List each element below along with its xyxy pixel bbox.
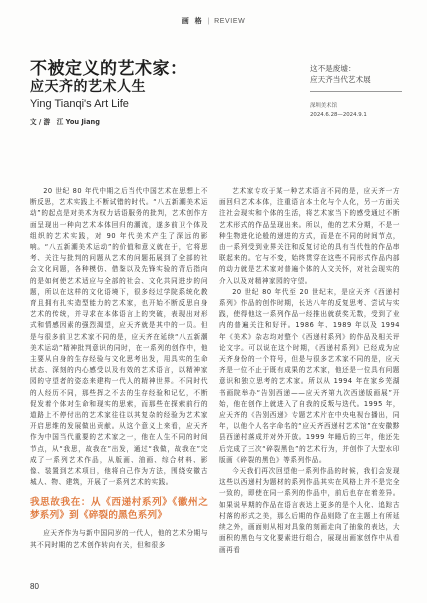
article-byline: 文 / 游 江 You Jiang bbox=[30, 118, 100, 126]
body-column-left bbox=[30, 186, 208, 571]
running-header bbox=[0, 16, 427, 26]
exhibition-venue: 深圳美术馆 bbox=[310, 103, 337, 109]
body-column-right bbox=[219, 186, 400, 571]
exhibition-dates: 2024.6.28—2024.9.1 bbox=[310, 112, 367, 118]
exhibition-divider bbox=[310, 91, 402, 92]
body-paragraph: 20 世纪 80 年代中期之后当代中国艺术在思想上不断反思，艺术实践上不断试错的时代。“八五新潮美术运动”的起点是对美术为权力话语服务的批判，艺术创作方面呈现出一种向艺术本体回归的潮流，遂多前卫个体及组织的艺术实践，对 90 年代美术产生了深远的影响。“八五新潮美术运动”的价值和意义就在于，它将思考、关注与批判的问题从艺术的问题拓展到了全部的社会文化问题，各种模仿、借鉴以及先锋实验的背后指向的是如何使艺术适应与全部的社会、文化共同进步的问题，所以在这样的文化语境下，很多经过学院系统化教育且拥有扎实造型能力的艺术家，也开始不断反思自身艺术的传统，并寻求在本体语言上的突破，表现出对形式和情感因素的强烈渴望，应天齐就是其中的一员。但是与很多前卫艺术家不同的是，应天齐在延续“八五新潮美术运动”精神批判意识的同时，在一系列的创作中，他主要从自身的生存经验与文化思考出发，用具实的生命状态、深刻的内心感受以及有效的艺术语言，以精神家园的守望者的姿态来建构一代人的精神世界。不同时代的人经历不同，那些挥之不去的生存经验和记忆，不断促发着个体对生命和现实的思索，而那些在探索前行的道路上不停付出的艺术家往往以其复杂的经验为艺术家开启思维的发展做出贡献。从这个意义上来看，应天齐作为中国当代重要的艺术家之一，他在人生不同的时间节点，从“我思，故我在”出发，通过“我做，故我在”完成了一系列艺术作品，从版画、油画、综合材料、影像、装置到艺术项目，他将自己作为方法，围绕安徽古城人、物、建筑，开展了一系列艺术的实践。 bbox=[30, 187, 208, 487]
article-title-line-1: 不被定义的艺术家： bbox=[30, 59, 188, 79]
body-paragraph: 20 世纪 80 年代至 20 世纪末，是应天齐《西递村系列》作品的创作时期，长达八年的反复思考、尝试与实践，使得他这一系列作品一经推出就获奖无数，受到了业内的普遍关注和好评。1986 年、1989 年以及 1994 年《美术》杂志均对整个《西递村系列》的作品及相关评论文字。可以说在这个时期，《西递村系列》已经成为应天齐身份的一个符号，但是与很多艺术家不同的是，应天齐是一位不止于既有成果的艺术家，他还是一位具有问题意识和独立思考的艺术家。所以从 1994 年在家乡芜湖书画院举办“告别西递——应天齐第九次西递版画展”开始，他在创作上就进入了自我的反叛与迭代。1995 年，应天齐的《告别西递》专题艺术片在中央电视台播出，同年，以他个人名字命名的“应天齐西递村艺术馆”在安徽黟县西递村落成并对外开放。1999 年睡后的三年，他还先后完成了三次“碎裂黑色”的艺术行为，并创作了大型水印版画《碎裂的黑色》等系列作品。 bbox=[219, 287, 400, 464]
section-name: 画 格 bbox=[181, 18, 204, 25]
header-separator: | bbox=[207, 18, 211, 25]
body-paragraph: 艺术家专攻于某一种艺术语言不同的是，应天齐一方面回归艺术本体，注重语言本土化与个人化，另一方面关注社会现实和个体的生活，将艺术家当下的感受通过不断艺术形式的作品呈现出来。所以，他的艺术分期，不是一种生物进化论般的递进的方式，而是在不同的时间节点，由一系列受到业界关注和反复讨论的具有当代性的作品串联起来的。它与不变，始终贯穿在这些不同形式作品内部的动力就是艺术家对普遍个体的人文关怀，对社会现实的介入以及对精神家园的守望。 bbox=[219, 187, 400, 285]
exhibition-title-line-1: 这不是废墟： bbox=[310, 64, 356, 73]
section-heading: 我思故我在：从《西递村系列》《徽州之梦系列》到《碎裂的黑色系列》 bbox=[30, 497, 208, 522]
article-subtitle-english: Ying Tianqi's Art Life bbox=[30, 98, 129, 110]
section-label: REVIEW bbox=[214, 18, 246, 25]
exhibition-title-line-2: 应天齐当代艺术展 bbox=[310, 75, 371, 84]
body-paragraph: 今天我们再次回望他一系列作品的时候，我们会发现这些以西递村为题材的系列作品其实在风格上并不是完全一致的，即使在同一系列的作品中，前后也存在着差异。如果说早期的作品在语言表达上更多的是个人化、追踪古村落的形式之美，那么后期的作品则除了在主题上有所延续之外，画面则从相对具象的刻画走向了抽象的表达，大面积的黑色与文化要素进行组合，展现出画家创作中从看画再看 bbox=[219, 467, 400, 554]
body-paragraph: 应天齐作为与新中国同岁的一代人，他的艺术分期与其不同时期的艺术创作转向有关，但和很多 bbox=[30, 529, 208, 549]
page-number: 80 bbox=[30, 582, 39, 591]
exhibition-info bbox=[310, 63, 402, 120]
article-title-line-2: 应天齐的艺术人生 bbox=[30, 79, 146, 95]
